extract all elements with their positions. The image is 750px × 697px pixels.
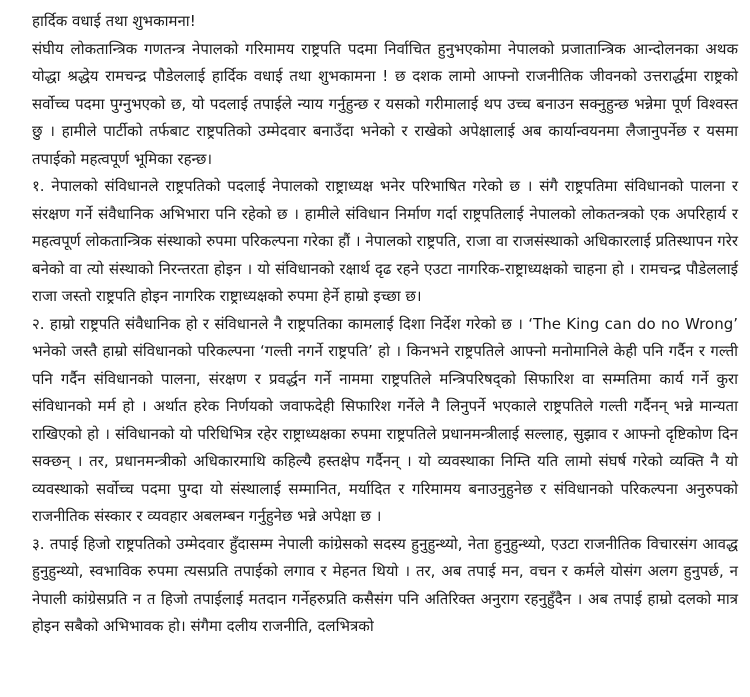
point-2-paragraph: २. हाम्रो राष्ट्रपति संवैधानिक हो र संविधानले नै राष्ट्रपतिका कामलाई दिशा निर्देश गरेको छ । ‘The King can do no Wrong’ भनेको जस्तै हाम्रो संविधानको परिकल्पना ‘गल्ती नगर्ने राष्ट्रपति’ हो । किनभने राष्ट्रपतिले आफ्नो मनोमानिले केही पनि गर्दैन र गल्ती पनि गर्दैन संविधानको पालना, संरक्षण र प्रवर्द्धन गर्ने नाममा राष्ट्रपतिले मन्त्रिपरिषद्को सिफारिश वा सम्मतिमा कार्य गर्ने कुरा संविधानको मर्म हो । अर्थात हरेक निर्णयको जवाफदेही सिफारिश गर्नेले नै लिनुपर्ने भएकाले राष्ट्रपतिले गल्ती गर्दैनन् भन्ने मान्यता राखिएको हो । संविधानको यो परिधिभित्र रहेर राष्ट्राध्यक्षका रुपमा राष्ट्रपतिले प्रधानमन्त्रीलाई सल्लाह, सुझाव र आफ्नो दृष्टिकोण दिन सक्छन् । तर, प्रधानमन्त्रीको अधिकारमाथि कहिल्यै हस्तक्षेप गर्दैनन् । यो व्यवस्थाका निम्ति यति लामो संघर्ष गरेको व्यक्ति नै यो व्यवस्थाको सर्वोच्च पदमा पुग्दा यो संस्थालाई सम्मानित, मर्यादित र गरिमामय बनाउनुहुनेछ र संविधानको परिकल्पना अनुरुपको राजनीतिक संस्कार र व्यवहार अबलम्बन गर्नुहुनेछ भन्ने अपेक्षा छ । bbox=[32, 314, 738, 525]
point-1-paragraph: १. नेपालको संविधानले राष्ट्रपतिको पदलाई नेपालको राष्ट्राध्यक्ष भनेर परिभाषित गरेको छ । संगै राष्ट्रपतिमा संविधानको पालना र संरक्षण गर्ने संवैधानिक अभिभारा पनि रहेको छ । हामीले संविधान निर्माण गर्दा राष्ट्रपतिलाई नेपालको लोकतन्त्रको एक अपरिहार्य र महत्वपूर्ण लोकतान्त्रिक संस्थाको रुपमा परिकल्पना गरेका हौं । नेपालको राष्ट्रपति, राजा वा राजसंस्थाको अधिकारलाई प्रतिस्थापन गरेर बनेको वा त्यो संस्थाको निरन्तरता होइन । यो संविधानको रक्षार्थ दृढ रहने एउटा नागरिक-राष्ट्राध्यक्षको चाहना हो । रामचन्द्र पौडेललाई राजा जस्तो राष्ट्रपति होइन नागरिक राष्ट्राध्यक्षको रुपमा हेर्ने हाम्रो इच्छा छ। bbox=[32, 177, 738, 305]
document-heading: हार्दिक वधाई तथा शुभकामना! bbox=[32, 12, 196, 30]
point-3-paragraph: ३. तपाई हिजो राष्ट्रपतिको उम्मेदवार हुँदासम्म नेपाली कांग्रेसको सदस्य हुनुहुन्थ्यो, नेता हुनुहुन्थ्यो, एउटा राजनीतिक विचारसंग आवद्ध हुनुहुन्थ्यो, स्वभाविक रुपमा त्यसप्रति तपाईको लगाव र मेहनत थियो । तर, अब तपाई मन, वचन र कर्मले योसंग अलग हुनुपर्छ, न नेपाली कांग्रेसप्रति न त हिजो तपाईलाई मतदान गर्नेहरुप्रति कसैसंग पनि अतिरिक्त अनुराग रहनुहुँदैन । अब तपाई हाम्रो दलको मात्र होइन सबैको अभिभावक हो। संगैमा दलीय राजनीति, दलभित्रको bbox=[32, 534, 738, 635]
intro-paragraph: संघीय लोकतान्त्रिक गणतन्त्र नेपालको गरिमामय राष्ट्रपति पदमा निर्वाचित हुनुभएकोमा नेपालको प्रजातान्त्रिक आन्दोलनका अथक योद्धा श्रद्धेय रामचन्द्र पौडेललाई हार्दिक वधाई तथा शुभकामना ! छ दशक लामो आफ्नो राजनीतिक जीवनको उत्तरार्द्धमा राष्ट्रको सर्वोच्च पदमा पुग्नुभएको छ, यो पदलाई तपाईले न्याय गर्नुहुन्छ र यसको गरीमालाई थप उच्च बनाउन सक्नुहुन्छ भन्नेमा पूर्ण विश्वस्त छु । हामीले पार्टीको तर्फबाट राष्ट्रपतिको उम्मेदवार बनाउँदा भनेको र राखेको अपेक्षालाई अब कार्यान्वयनमा लैजानुपर्नेछ र यसमा तपाईको महत्वपूर्ण भूमिका रहन्छ। bbox=[32, 39, 738, 168]
